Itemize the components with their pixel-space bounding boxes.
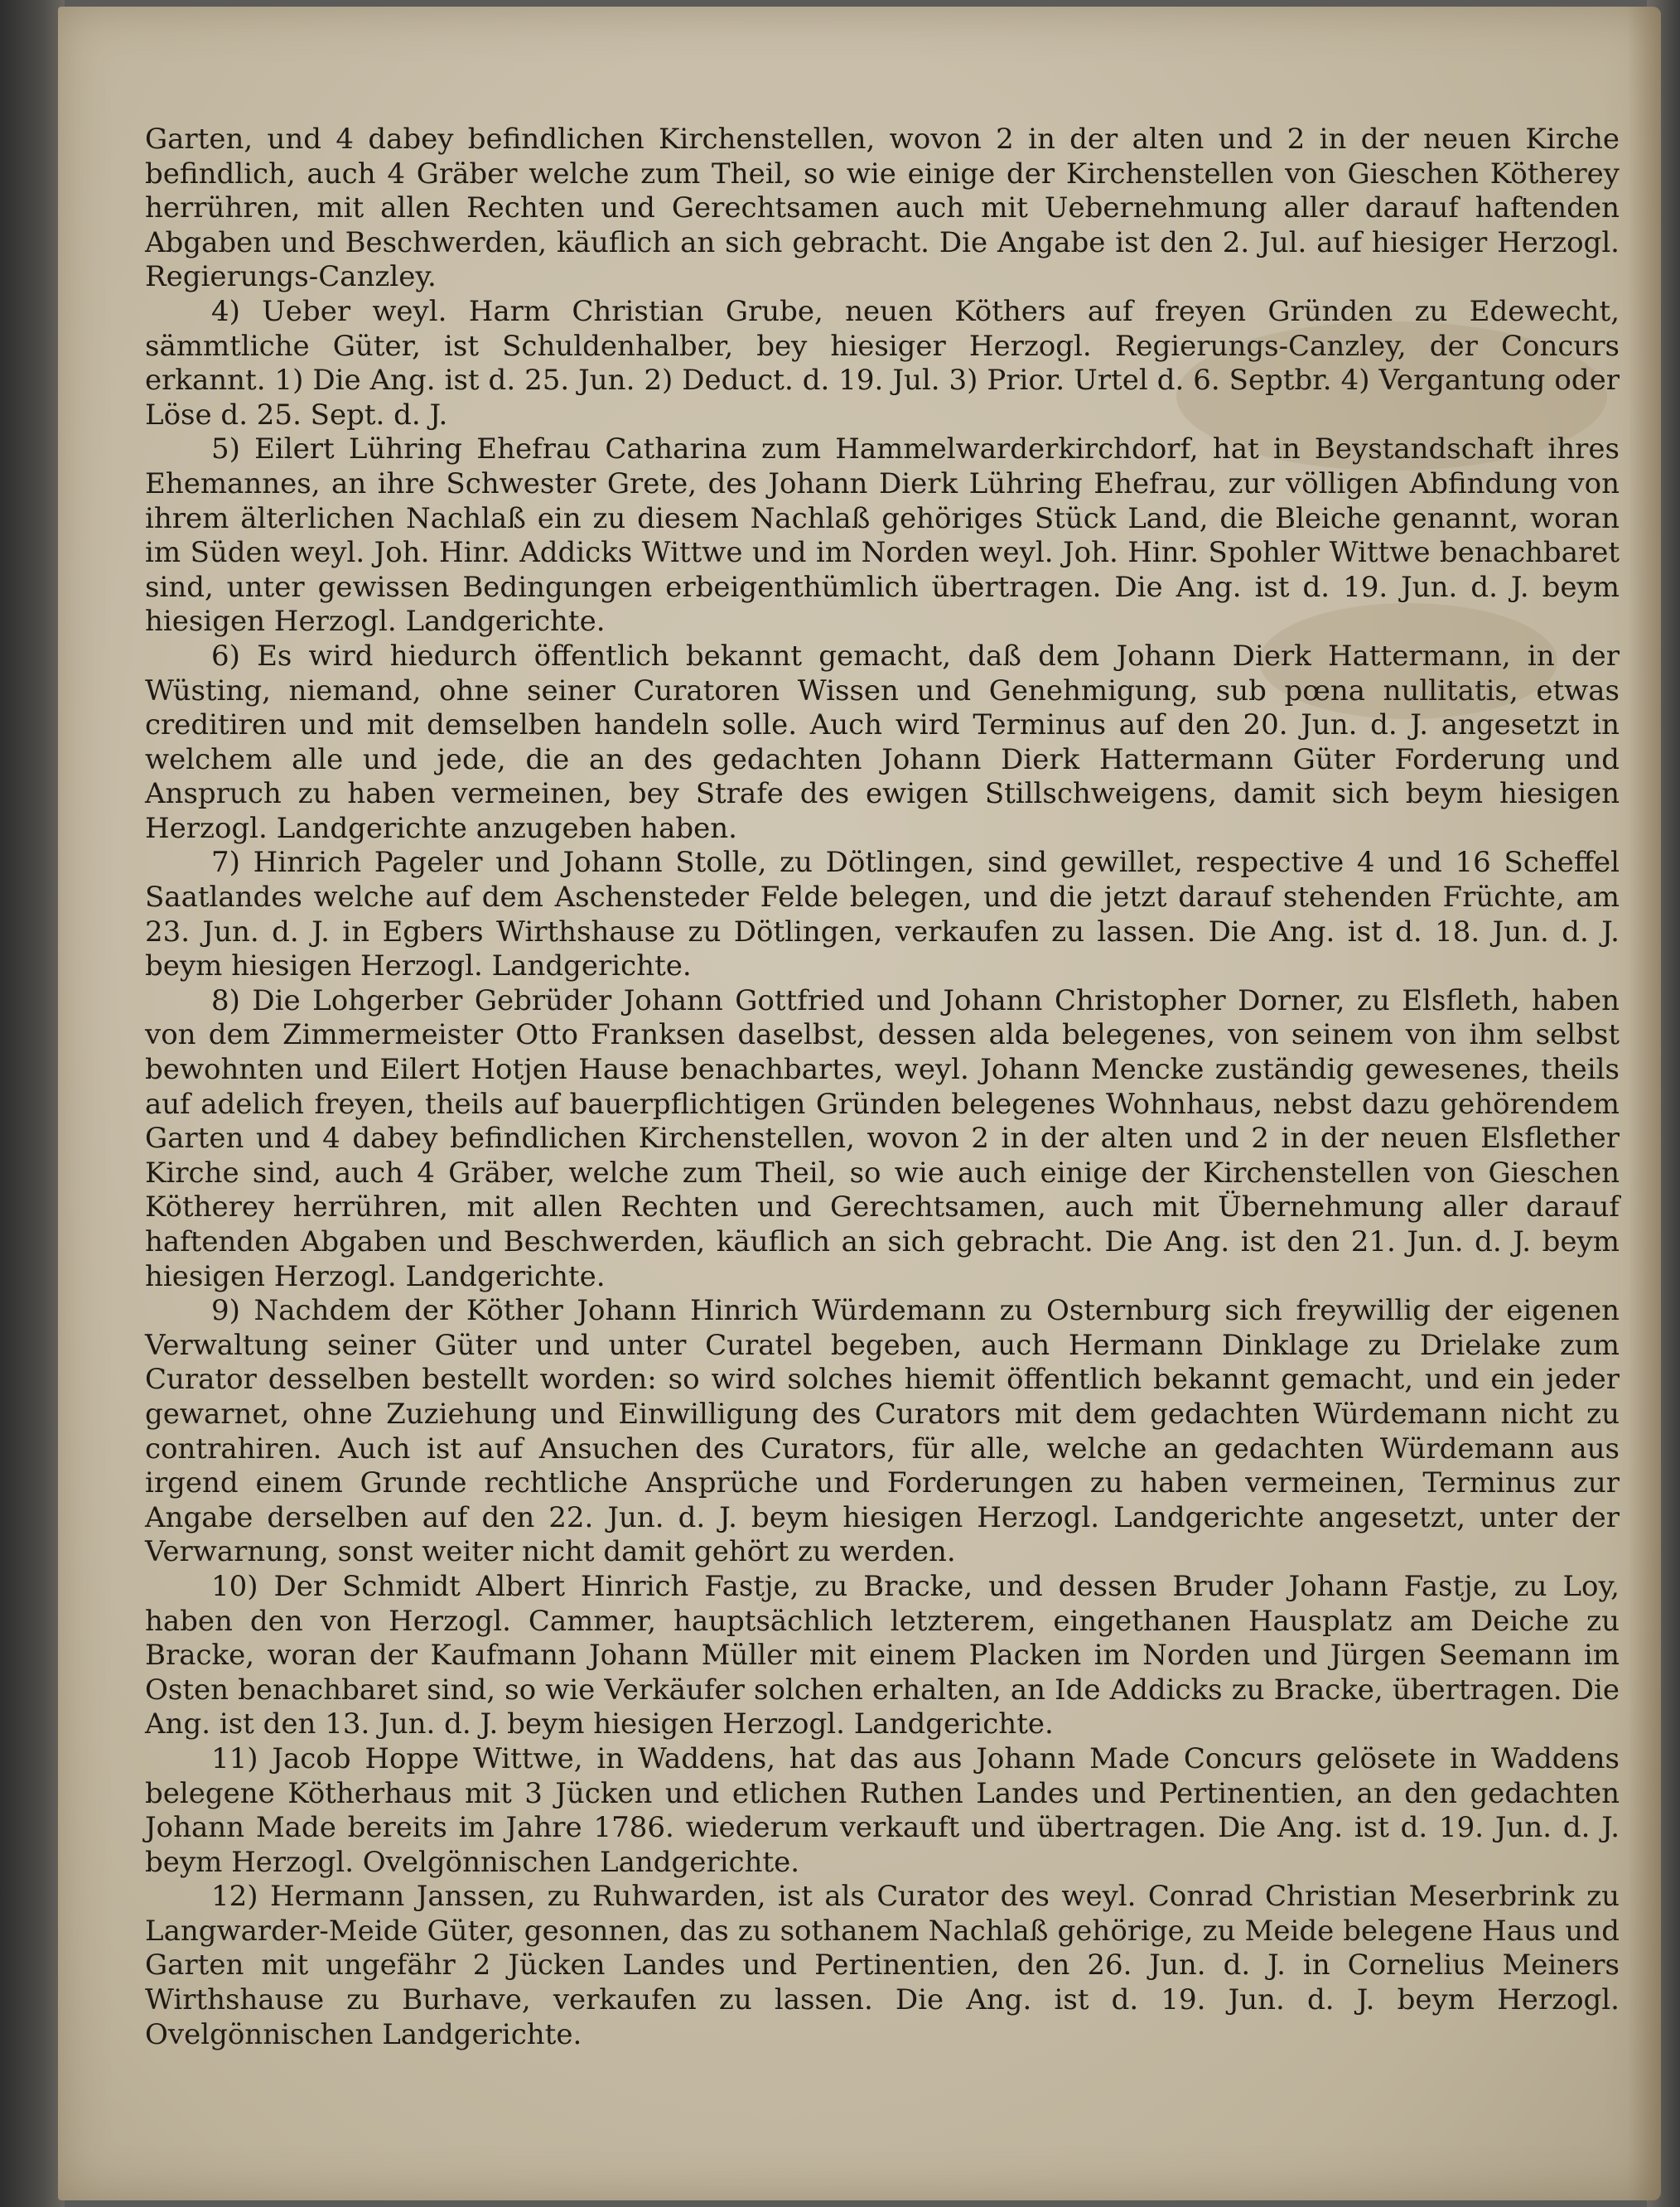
paragraph-9: 9) Nachdem der Köther Johann Hinrich Würdemann zu Osternburg sich freywillig der eigenen Verwaltung seiner Güter und unter Curatel begeben, auch Hermann Dinklage zu Drielake zum Curator desselben bestellt worden: so wird solches hiemit öffentlich bekannt gemacht, und ein jeder gewarnet, ohne Zuziehung und Einwilligung des Curators mit dem gedachten Würdemann nicht zu contrahiren. Auch ist auf Ansuchen des Curators, für alle, welche an gedachten Würdemann aus irgend einem Grunde rechtliche Ansprüche und Forderungen zu haben vermeinen, Terminus zur Angabe derselben auf den 22. Jun. d. J. beym hiesigen Herzogl. Landgerichte angesetzt, unter der Verwarnung, sonst weiter nicht damit gehört zu werden.	[145, 1294, 1620, 1569]
paragraph-6: 6) Es wird hiedurch öffentlich bekannt gemacht, daß dem Johann Dierk Hattermann, in der Wüsting, niemand, ohne seiner Curatoren Wissen und Genehmigung, sub pœna nullitatis, etwas creditiren und mit demselben handeln solle. Auch wird Terminus auf den 20. Jun. d. J. angesetzt in welchem alle und jede, die an des gedachten Johann Dierk Hattermann Güter Forderung und Anspruch zu haben vermeinen, bey Strafe des ewigen Stillschweigens, damit sich beym hiesigen Herzogl. Landgerichte anzugeben haben.	[145, 639, 1620, 845]
paragraph-4: 4) Ueber weyl. Harm Christian Grube, neuen Köthers auf freyen Gründen zu Edewecht, sämmtliche Güter, ist Schuldenhalber, bey hiesiger Herzogl. Regierungs-Canzley, der Concurs erkannt. 1) Die Ang. ist d. 25. Jun. 2) Deduct. d. 19. Jul. 3) Prior. Urtel d. 6. Septbr. 4) Vergantung oder Löse d. 25. Sept. d. J.	[145, 294, 1620, 432]
paragraph-7: 7) Hinrich Pageler und Johann Stolle, zu Dötlingen, sind gewillet, respective 4 und 16 Scheffel Saatlandes welche auf dem Aschensteder Felde belegen, und die jetzt darauf stehenden Früchte, am 23. Jun. d. J. in Egbers Wirthshause zu Dötlingen, verkaufen zu lassen. Die Ang. ist d. 18. Jun. d. J. beym hiesigen Herzogl. Landgerichte.	[145, 846, 1620, 983]
paragraph-11: 11) Jacob Hoppe Wittwe, in Waddens, hat das aus Johann Made Concurs gelösete in Waddens belegene Kötherhaus mit 3 Jücken und etlichen Ruthen Landes und Pertinentien, an den gedachten Johann Made bereits im Jahre 1786. wiederum verkauft und übertragen. Die Ang. ist d. 19. Jun. d. J. beym Herzogl. Ovelgönnischen Landgerichte.	[145, 1741, 1620, 1879]
paragraph-8: 8) Die Lohgerber Gebrüder Johann Gottfried und Johann Christopher Dorner, zu Elsfleth, haben von dem Zimmermeister Otto Franksen daselbst, dessen alda belegenes, von seinem von ihm selbst bewohnten und Eilert Hotjen Hause benachbartes, weyl. Johann Mencke zuständig gewesenes, theils auf adelich freyen, theils auf bauerpflichtigen Gründen belegenes Wohnhaus, nebst dazu gehörendem Garten und 4 dabey befindlichen Kirchenstellen, wovon 2 in der alten und 2 in der neuen Elsflether Kirche sind, auch 4 Gräber, welche zum Theil, so wie auch einige der Kirchenstellen von Gieschen Kötherey herrühren, mit allen Rechten und Gerechtsamen, auch mit Übernehmung aller darauf haftenden Abgaben und Beschwerden, käuflich an sich gebracht. Die Ang. ist den 21. Jun. d. J. beym hiesigen Herzogl. Landgerichte.	[145, 983, 1620, 1293]
paragraph-continuation: Garten, und 4 dabey befindlichen Kirchenstellen, wovon 2 in der alten und 2 in der neuen Kirche befindlich, auch 4 Gräber welche zum Theil, so wie einige der Kirchenstellen von Gieschen Kötherey herrühren, mit allen Rechten und Gerechtsamen auch mit Uebernehmung aller darauf haftenden Abgaben und Beschwerden, käuflich an sich gebracht. Die Angabe ist den 2. Jul. auf hiesiger Herzogl. Regierungs-Canzley.	[145, 123, 1620, 294]
paragraph-10: 10) Der Schmidt Albert Hinrich Fastje, zu Bracke, und dessen Bruder Johann Fastje, zu Loy, haben den von Herzogl. Cammer, hauptsächlich letzterem, eingethanen Hausplatz am Deiche zu Bracke, woran der Kaufmann Johann Müller mit einem Placken im Norden und Jürgen Seemann im Osten benachbaret sind, so wie Verkäufer solchen erhalten, an Ide Addicks zu Bracke, übertragen. Die Ang. ist den 13. Jun. d. J. beym hiesigen Herzogl. Landgerichte.	[145, 1569, 1620, 1741]
paragraph-5: 5) Eilert Lühring Ehefrau Catharina zum Hammelwarderkirchdorf, hat in Beystandschaft ihres Ehemannes, an ihre Schwester Grete, des Johann Dierk Lühring Ehefrau, zur völligen Abfindung von ihrem älterlichen Nachlaß ein zu diesem Nachlaß gehöriges Stück Land, die Bleiche genannt, woran im Süden weyl. Joh. Hinr. Addicks Wittwe und im Norden weyl. Joh. Hinr. Spohler Wittwe benachbaret sind, unter gewissen Bedingungen erbeigenthümlich übertragen. Die Ang. ist d. 19. Jun. d. J. beym hiesigen Herzogl. Landgerichte.	[145, 432, 1620, 639]
body-text	[145, 123, 1620, 2052]
page-edge	[1628, 7, 1661, 2200]
paragraph-12: 12) Hermann Janssen, zu Ruhwarden, ist als Curator des weyl. Conrad Christian Meserbrink zu Langwarder-Meide Güter, gesonnen, das zu sothanem Nachlaß gehörige, zu Meide belegene Haus und Garten mit ungefähr 2 Jücken Landes und Pertinentien, den 26. Jun. d. J. in Cornelius Meiners Wirthshause zu Burhave, verkaufen zu lassen. Die Ang. ist d. 19. Jun. d. J. beym Herzogl. Ovelgönnischen Landgerichte.	[145, 1880, 1620, 2051]
binding-edge	[0, 0, 65, 2207]
